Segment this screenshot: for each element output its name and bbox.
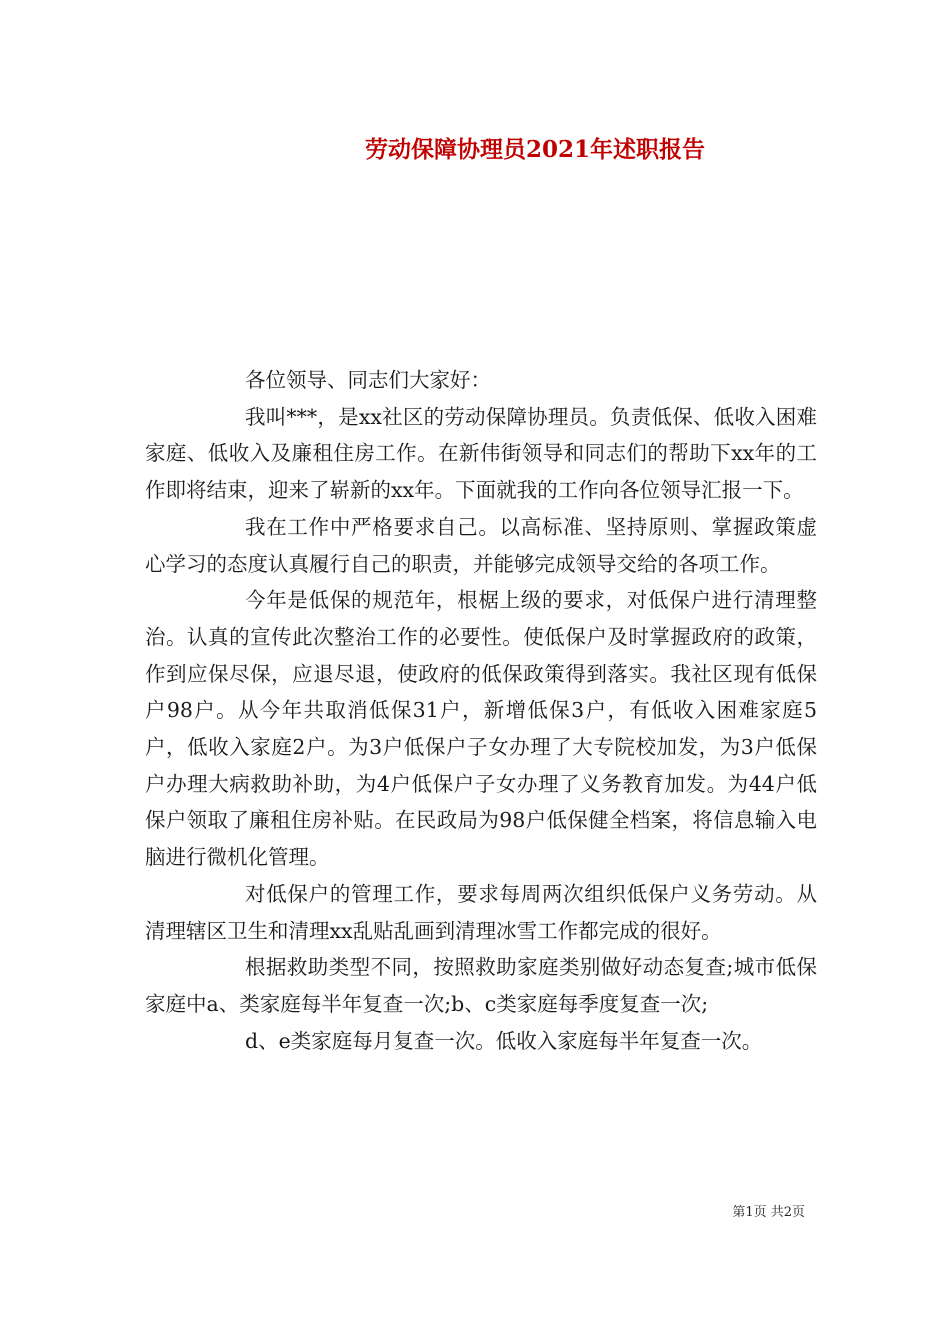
paragraph-intro: 我叫***，是xx社区的劳动保障协理员。负责低保、低收入困难家庭、低收入及廉租住房工作。在新伟街领导和同志们的帮助下xx年的工作即将结束，迎来了崭新的xx年。下面就我的工作向各位领导汇报一下。: [145, 404, 817, 503]
document-body: [145, 362, 817, 1059]
page-number-footer: 第1页 共2页: [732, 1205, 805, 1220]
paragraph-review-continued: d、e类家庭每月复查一次。低收入家庭每半年复查一次。: [245, 1028, 763, 1053]
paragraph-rectification: 今年是低保的规范年，根椐上级的要求，对低保户进行清理整治。认真的宣传此次整治工作的必要性。使低保户及时掌握政府的政策，作到应保尽保，应退尽退，使政府的低保政策得到落实。我社区现有低保户98户。从今年共取消低保31户，新增低保3户，有低收入困难家庭5户，低收入家庭2户。为3户低保户子女办理了大专院校加发，为3户低保户办理大病救助补助，为4户低保户子女办理了义务教育加发。为44户低保户领取了廉租住房补贴。在民政局为98户低保健全档案，将信息输入电脑进行微机化管理。: [145, 588, 817, 870]
paragraph-attitude: 我在工作中严格要求自己。以高标准、坚持原则、掌握政策虚心学习的态度认真履行自己的职责，并能够完成领导交给的各项工作。: [145, 514, 817, 576]
greeting-line: 各位领导、同志们大家好：: [245, 368, 491, 392]
paragraph-management: 对低保户的管理工作，要求每周两次组织低保户义务劳动。从清理辖区卫生和清理xx乱贴乱画到清理冰雪工作都完成的很好。: [145, 881, 817, 943]
paragraph-review: 根据救助类型不同，按照救助家庭类别做好动态复查;城市低保家庭中a、类家庭每半年复查一次;b、c类家庭每季度复查一次;: [145, 955, 817, 1016]
document-title: 劳动保障协理员2021年述职报告: [364, 136, 705, 163]
